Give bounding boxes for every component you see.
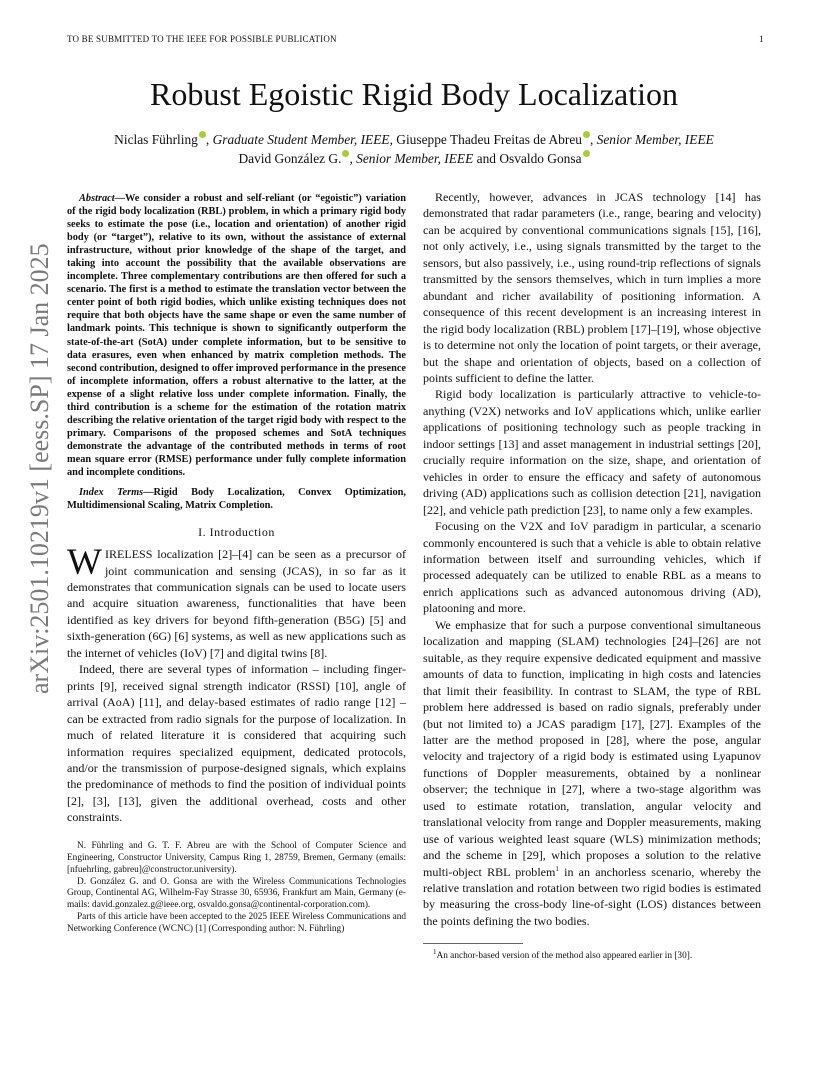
abstract: Abstract—We consider a robust and self-reliant (or “egoistic”) variation of the rigid body localization (RBL) problem, in which a primary rigid body seeks to estimate the pose (i.e., location and orientation) of another rigid body (or “target”), relative to its own, without the assistance of external infrastructure, without prior knowledge of the shape of the target, and taking into account the possibility that the available observations are incomplete. Three complementary contributions are then offered for such a scenario. The first is a method to estimate the translation vector between the center point of both rigid bodies, which unlike existing techniques does not require that both objects have the same shape or even the same number of landmark points. This technique is shown to significantly outperform the state-of-the-art (SotA) under complete information, but to be sensitive to data erasures, even when enhanced by matrix completion methods. The second contribution, designed to offer improved performance in the presence of incomplete information, offers a robust alternative to the latter, at the expense of a slight relative loss under complete information. Finally, the third contribution is a scheme for the estimation of the rotation matrix describing the relative orientation of the target rigid body with respect to the primary. Comparisons of the proposed schemes and SotA techniques demonstrate the advantage of the contributed methods in terms of root mean square error (RMSE) performance under fully complete information and incomplete conditions. xyxy=(67,193,407,478)
right-paragraph-2: Rigid body localization is particularly attractive to vehicle-to-anything (V2X) networks and IoV applications which, unlike earlier applications of positioning technology such as people tracking in indoor settings [13] and asset management in industrial settings [20], crucially require information on the size, shape, and orientation of vehicles in order to ensure the efficacy and safety of autonomous driving (AD) applications such as collision detection [21], navigation [22], and vehicle path prediction [23], to name only a few examples. xyxy=(423,387,761,517)
index-terms: Index Terms—Rigid Body Localization, Convex Optimization, Multidimensional Scaling, Matrix Completion. xyxy=(67,487,407,512)
author-block: Niclas Führling , Graduate Student Member, IEEE, Giuseppe Thadeu Freitas de Abreu , Senior Member, IEEE David González G. , Senior Member, IEEE and Osvaldo Gonsa xyxy=(114,132,714,166)
footnote-anchor-method xyxy=(423,950,761,962)
page-number: 1 xyxy=(759,34,764,44)
orcid-icon[interactable] xyxy=(583,131,590,138)
intro-paragraph-1-text: IRELESS localization [2]–[4] can be seen as a precursor of joint communication and sensing (JCAS), in so far as it demonstrates that communication signals can be used to locate users and acquire situation awareness, functionalities that have been identified as key drivers for beyond fifth-generation (B5G) [5] and sixth-generation (6G) [6] systems, as well as new applications such as the internet of vehicles (IoV) [7] and digital twins [8]. xyxy=(67,547,406,660)
orcid-icon[interactable] xyxy=(583,150,590,157)
author-name: Giuseppe Thadeu Freitas de Abreu xyxy=(396,132,582,147)
footnote-rule xyxy=(423,943,523,944)
author-name: Osvaldo Gonsa xyxy=(499,151,582,166)
footnote-conference: Parts of this article have been accepted to the 2025 IEEE Wireless Communications and Networking Conference (WCNC) [1] (Corresponding author: N. Führling) xyxy=(67,912,406,935)
author-name: Niclas Führling xyxy=(114,132,198,147)
index-terms-label: Index Terms xyxy=(79,487,144,499)
author-name: David González G. xyxy=(238,151,342,166)
arxiv-stamp[interactable]: arXiv:2501.10219v1 [eess.SP] 17 Jan 2025 xyxy=(25,243,54,694)
section-heading: I. Introduction xyxy=(198,525,275,540)
index-terms-text: Rigid Body Localization, Convex Optimization, Multidimensional Scaling, Matrix Completion. xyxy=(67,487,407,512)
footnote-mark[interactable]: 1 xyxy=(555,864,559,873)
right-paragraph-4-text-b: in an anchorless scenario, whereby the relative translation and rotation between two rigid bodies is estimated by measuring the cross-body line-of-sight (LOS) distances between the points defining the two bodies. xyxy=(423,864,761,928)
intro-paragraph-1 xyxy=(67,542,406,661)
right-paragraph-3: Focusing on the V2X and IoV paradigm in particular, a scenario commonly encountered is such that a vehicle is able to obtain relative information between itself and surrounding vehicles, which if processed adequately can be utilized to enable RBL as a means to enrich applications such as advanced autonomous driving (AD), platooning and more. xyxy=(423,519,761,616)
orcid-icon[interactable] xyxy=(199,131,206,138)
right-paragraph-1: Recently, however, advances in JCAS technology [14] has demonstrated that radar parameters (i.e., range, bearing and velocity) can be acquired by conventional communications signals [15], [16], not only actively, i.e., using signals transmitted by the target to the sensors, but also passively, i.e., using round-trip reflections of signals transmitted by the sensors themselves, which in turn implies a more abundant and richer availability of positioning information. A consequence of this recent development is an increasing interest in the rigid body localization (RBL) problem [17]–[19], whose objective is to determine not only the location of point targets, or their average, but the shape and orientation of objects, based on a collection of points sufficient to define the latter. xyxy=(423,190,761,385)
abstract-text: We consider a robust and self-reliant (or “egoistic”) variation of the rigid body localization (RBL) problem, in which a primary rigid body seeks to estimate the pose (i.e., location and orientation) of another rigid body (or “target”), relative to its own, without the assistance of external infrastructure, without prior knowledge of the shape of the target, and taking into account the possibility that the available observations are incomplete. Three complementary contributions are then offered for such a scenario. The first is a method to estimate the translation vector between the center point of both rigid bodies, which unlike existing techniques does not require that both objects have the same shape or even the same number of landmark points. This technique is shown to significantly outperform the state-of-the-art (SotA) under complete information, but to be sensitive to data erasures, even when enhanced by matrix completion methods. The second contribution, designed to offer improved performance in the presence of incomplete information, offers a robust alternative to the latter, at the expense of a slight relative loss under complete information. Finally, the third contribution is a scheme for the estimation of the rotation matrix describing the relative orientation of the target rigid body with respect to the primary. Comparisons of the proposed schemes and SotA techniques demonstrate the advantage of the contributed methods in terms of root mean square error (RMSE) performance under fully complete information and incomplete conditions. xyxy=(67,193,407,478)
right-paragraph-4 xyxy=(423,617,761,930)
drop-cap: W xyxy=(67,542,102,584)
right-paragraph-4-text-a: We emphasize that for such a purpose conventional simultaneous localization and mapping (SLAM) technologies [24]–[26] are not suitable, as they require expensive dedicated equipment and massive amounts of data to function, implicating in high costs and latencies that limit their feasibility. In contrast to SLAM, the type of RBL problem here addressed is based on radio signals, preferably under (but not limited to) a JCAS paradigm [17], [27]. Examples of the latter are the method proposed in [28], where the pose, angular velocity and trajectory of a rigid body is estimated using Lyapunov functions of Doppler measurements, obtained by a nonlinear observer; the technique in [27], where a two-stage algorithm was used to estimate rotation, translation, angular velocity and translational velocity from range and Doppler measurements, making use of various weighted least square (WLS) minimization methods; and the scheme in [29], which proposes a solution to the relative multi-object RBL problem xyxy=(423,617,761,879)
left-column xyxy=(67,192,406,936)
running-head: TO BE SUBMITTED TO THE IEEE FOR POSSIBLE PUBLICATION xyxy=(67,34,337,44)
right-column xyxy=(423,189,761,962)
footnote-number: 1 xyxy=(433,948,437,957)
author-role: Graduate Student Member, IEEE xyxy=(212,132,390,147)
affiliation-footnotes xyxy=(67,841,406,936)
footnote-affiliation-1: N. Führling and G. T. F. Abreu are with the School of Computer Science and Engineering, Constructor University, Campus Ring 1, 28759, Bremen, Germany (emails: [nfuehrling, gabreu]@constructor.university). xyxy=(67,840,406,875)
abstract-label: Abstract xyxy=(79,193,115,204)
author-role: Senior Member, IEEE xyxy=(356,151,474,166)
orcid-icon[interactable] xyxy=(342,150,349,157)
paper-title: Robust Egoistic Rigid Body Localization xyxy=(150,76,678,112)
footnote-affiliation-2: D. González G. and O. Gonsa are with the Wireless Communications Technologies Group, Continental AG, Wilhelm-Fay Strasse 30, 65936, Frankfurt am Main, Germany (e-mails: david.gonzalez.g@ieee.org, osvaldo.gonsa@continental-corporation.com). xyxy=(67,876,406,911)
intro-paragraph-2: Indeed, there are several types of information – including finger-prints [9], received signal strength indicator (RSSI) [10], angle of arrival (AoA) [11], and delay-based estimates of radio range [12] – can be extracted from radio signals for the purpose of localization. In much of related literature it is considered that acquiring such information requires specialized equipment, dedicated protocols, and/or the transmission of purpose-designed signals, which explains the predominance of methods to find the position of individual points [2], [3], [13], given the additional overhead, costs and other constraints. xyxy=(67,662,406,825)
author-role: Senior Member, IEEE xyxy=(596,132,714,147)
footnote-anchor-method-text: An anchor-based version of the method also appeared earlier in [30]. xyxy=(436,951,693,962)
